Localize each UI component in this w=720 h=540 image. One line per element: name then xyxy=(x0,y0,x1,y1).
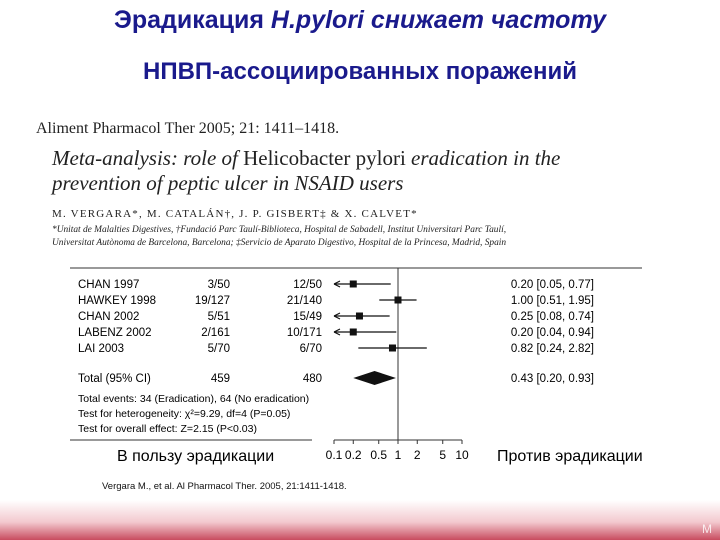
study-ci-text: 0.25 [0.08, 0.74] xyxy=(510,311,594,323)
study-ci-text: 0.82 [0.24, 2.82] xyxy=(510,343,594,355)
source-citation: Vergara M., et al. Al Pharmacol Ther. 2005, 21:1411-1418. xyxy=(102,481,347,492)
study-treated-events: 5/70 xyxy=(207,343,230,355)
footer-band xyxy=(0,500,720,540)
x-tick-label: 5 xyxy=(439,448,447,462)
analysis-footnote: Test for overall effect: Z=2.15 (P<0.03) xyxy=(78,423,257,435)
article-authors: M. VERGARA*, M. CATALÁN†, J. P. GISBERT‡ & X. CALVET* xyxy=(52,208,418,220)
study-point-estimate xyxy=(389,345,396,352)
x-tick-label: 2 xyxy=(413,448,421,462)
study-name: CHAN 2002 xyxy=(78,311,140,323)
x-tick-label: 1 xyxy=(394,448,402,462)
study-point-estimate xyxy=(395,297,402,304)
study-control-events: 10/171 xyxy=(286,327,322,339)
study-control-events: 15/49 xyxy=(293,311,322,323)
slide-title-line2: НПВП-ассоциированных поражений xyxy=(143,58,577,85)
study-name: HAWKEY 1998 xyxy=(78,295,156,307)
corner-logo: M xyxy=(702,522,712,536)
analysis-footnote: Test for heterogeneity: χ²=9.29, df=4 (P=0.05) xyxy=(78,408,291,420)
favours-no-eradication-label: Против эрадикации xyxy=(497,448,643,465)
study-point-estimate xyxy=(350,281,357,288)
x-tick-label: 10 xyxy=(455,448,469,462)
x-tick-label: 0.1 xyxy=(325,448,343,462)
study-point-estimate xyxy=(350,329,357,336)
total-treated: 459 xyxy=(210,373,230,385)
total-diamond xyxy=(353,371,396,385)
study-ci-text: 0.20 [0.04, 0.94] xyxy=(510,327,594,339)
study-treated-events: 5/51 xyxy=(207,311,230,323)
study-treated-events: 3/50 xyxy=(207,279,230,291)
study-name: LABENZ 2002 xyxy=(78,327,152,339)
analysis-footnote: Total events: 34 (Eradication), 64 (No eradication) xyxy=(78,393,310,405)
total-ci-text: 0.43 [0.20, 0.93] xyxy=(510,373,594,385)
study-control-events: 12/50 xyxy=(293,279,322,291)
slide-title-line1: Эрадикация H.pylori снижает частоту xyxy=(114,6,606,34)
article-affiliation: *Unitat de Malalties Digestives, †Fundació Parc Taulí-Biblioteca, Hospital de Sabadell, Institut Universitari Parc Taulí, Universitat Autònoma de Barcelona, Barcelona; ‡Servicio de Aparato Digestivo, Hospital de la Princesa, Madrid, Spain xyxy=(52,225,507,248)
study-control-events: 6/70 xyxy=(299,343,322,355)
study-treated-events: 19/127 xyxy=(194,295,230,307)
study-point-estimate xyxy=(356,313,363,320)
journal-reference: Aliment Pharmacol Ther 2005; 21: 1411–1418. xyxy=(36,120,340,137)
x-tick-label: 0.5 xyxy=(370,448,388,462)
article-title: Meta-analysis: role of Helicobacter pylori eradication in the prevention of peptic ulcer in NSAID users xyxy=(52,146,561,195)
study-ci-text: 1.00 [0.51, 1.95] xyxy=(510,295,594,307)
study-name: LAI 2003 xyxy=(78,343,125,355)
study-name: CHAN 1997 xyxy=(78,279,140,291)
study-control-events: 21/140 xyxy=(286,295,322,307)
study-ci-text: 0.20 [0.05, 0.77] xyxy=(510,279,594,291)
x-tick-label: 0.2 xyxy=(344,448,362,462)
total-label: Total (95% CI) xyxy=(78,373,151,385)
total-control: 480 xyxy=(302,373,322,385)
study-treated-events: 2/161 xyxy=(201,327,230,339)
favours-eradication-label: В пользу эрадикации xyxy=(117,448,275,465)
